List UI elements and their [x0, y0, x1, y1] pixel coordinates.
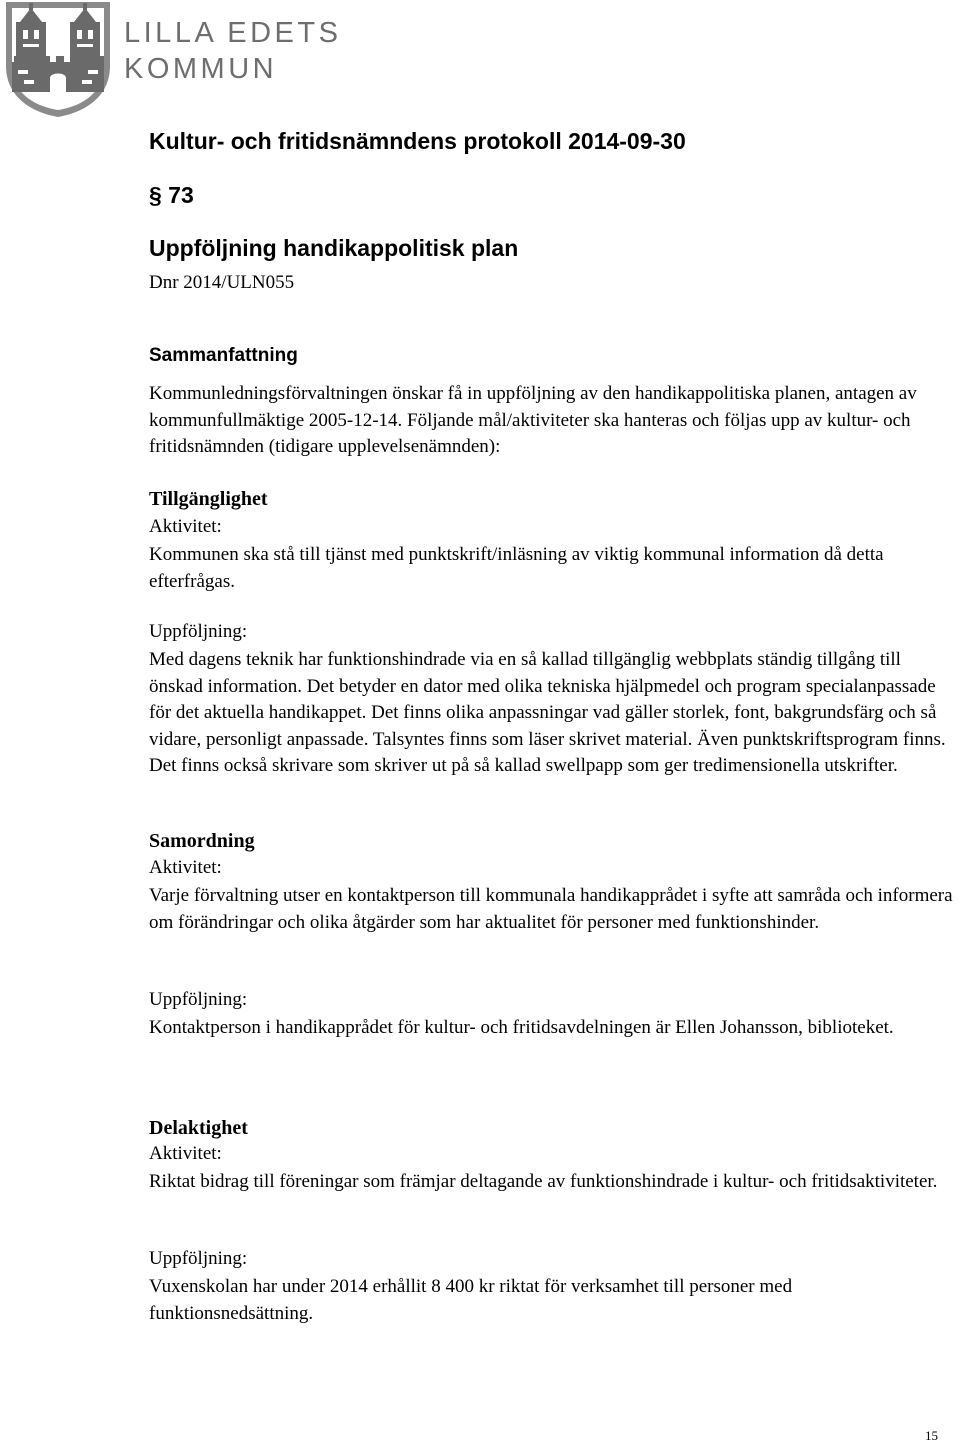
- item-heading: Uppföljning handikappolitisk plan: [149, 235, 519, 261]
- followup-label: Uppföljning:: [149, 1248, 248, 1269]
- section-title: Tillgänglighet: [149, 488, 268, 510]
- summary-text: Kommunledningsförvaltningen önskar få in uppföljning av den handikappolitiska planen, antagen av kommunfullmäktige 2005-12-14. Följande mål/aktiviteter ska hanteras och följas upp av kultur- och fritidsnämnden (tidigare upplevelsenämnden):: [149, 383, 917, 457]
- followup-label: Uppföljning:: [149, 989, 248, 1010]
- paragraph-number: § 73: [149, 182, 194, 208]
- summary-heading: Sammanfattning: [149, 345, 298, 366]
- diary-number: Dnr 2014/ULN055: [149, 272, 295, 293]
- section-title: Delaktighet: [149, 1117, 248, 1139]
- logo-text-line1: LILLA EDETS: [124, 17, 342, 49]
- document-title: Kultur- och fritidsnämndens protokoll 2014-09-30: [149, 128, 686, 154]
- page-number: 15: [925, 1428, 938, 1443]
- activity-label: Aktivitet:: [149, 857, 222, 878]
- followup-text: Med dagens teknik har funktionshindrade via en så kallad tillgänglig webbplats ständig tillgång till önskad information. Det betyder en dator med olika tekniska hjälpmedel och program specialanpassade för det aktuella handikappet. Det finns olika anpassningar vad gäller storlek, font, bakgrundsfärg och så vidare, personligt anpassade. Talsyntes finns som läser skrivet material. Även punktskriftsprogram finns. Det finns också skrivare som skriver ut på så kallad swellpapp som ger tredimensionella utskrifter.: [149, 649, 946, 776]
- activity-text: Kommunen ska stå till tjänst med punktskrift/inläsning av viktig kommunal information då detta efterfrågas.: [149, 544, 884, 592]
- followup-label: Uppföljning:: [149, 621, 248, 642]
- activity-text: Riktat bidrag till föreningar som främjar deltagande av funktionshindrade i kultur- och fritidsaktiviteter.: [149, 1171, 938, 1192]
- activity-text: Varje förvaltning utser en kontaktperson till kommunala handikapprådet i syfte att samråda och informera om förändringar och olika åtgärder som har aktualitet för personer med funktionshinder.: [149, 885, 953, 933]
- coat-of-arms-icon: [2, 0, 114, 118]
- municipality-logo: [0, 0, 342, 118]
- activity-label: Aktivitet:: [149, 516, 222, 537]
- logo-text-line2: KOMMUN: [124, 53, 278, 85]
- followup-text: Kontaktperson i handikapprådet för kultur- och fritidsavdelningen är Ellen Johansson, biblioteket.: [149, 1017, 894, 1038]
- section-title: Samordning: [149, 830, 255, 852]
- followup-text: Vuxenskolan har under 2014 erhållit 8 400 kr riktat för verksamhet till personer med funktionsnedsättning.: [149, 1276, 793, 1324]
- activity-label: Aktivitet:: [149, 1143, 222, 1164]
